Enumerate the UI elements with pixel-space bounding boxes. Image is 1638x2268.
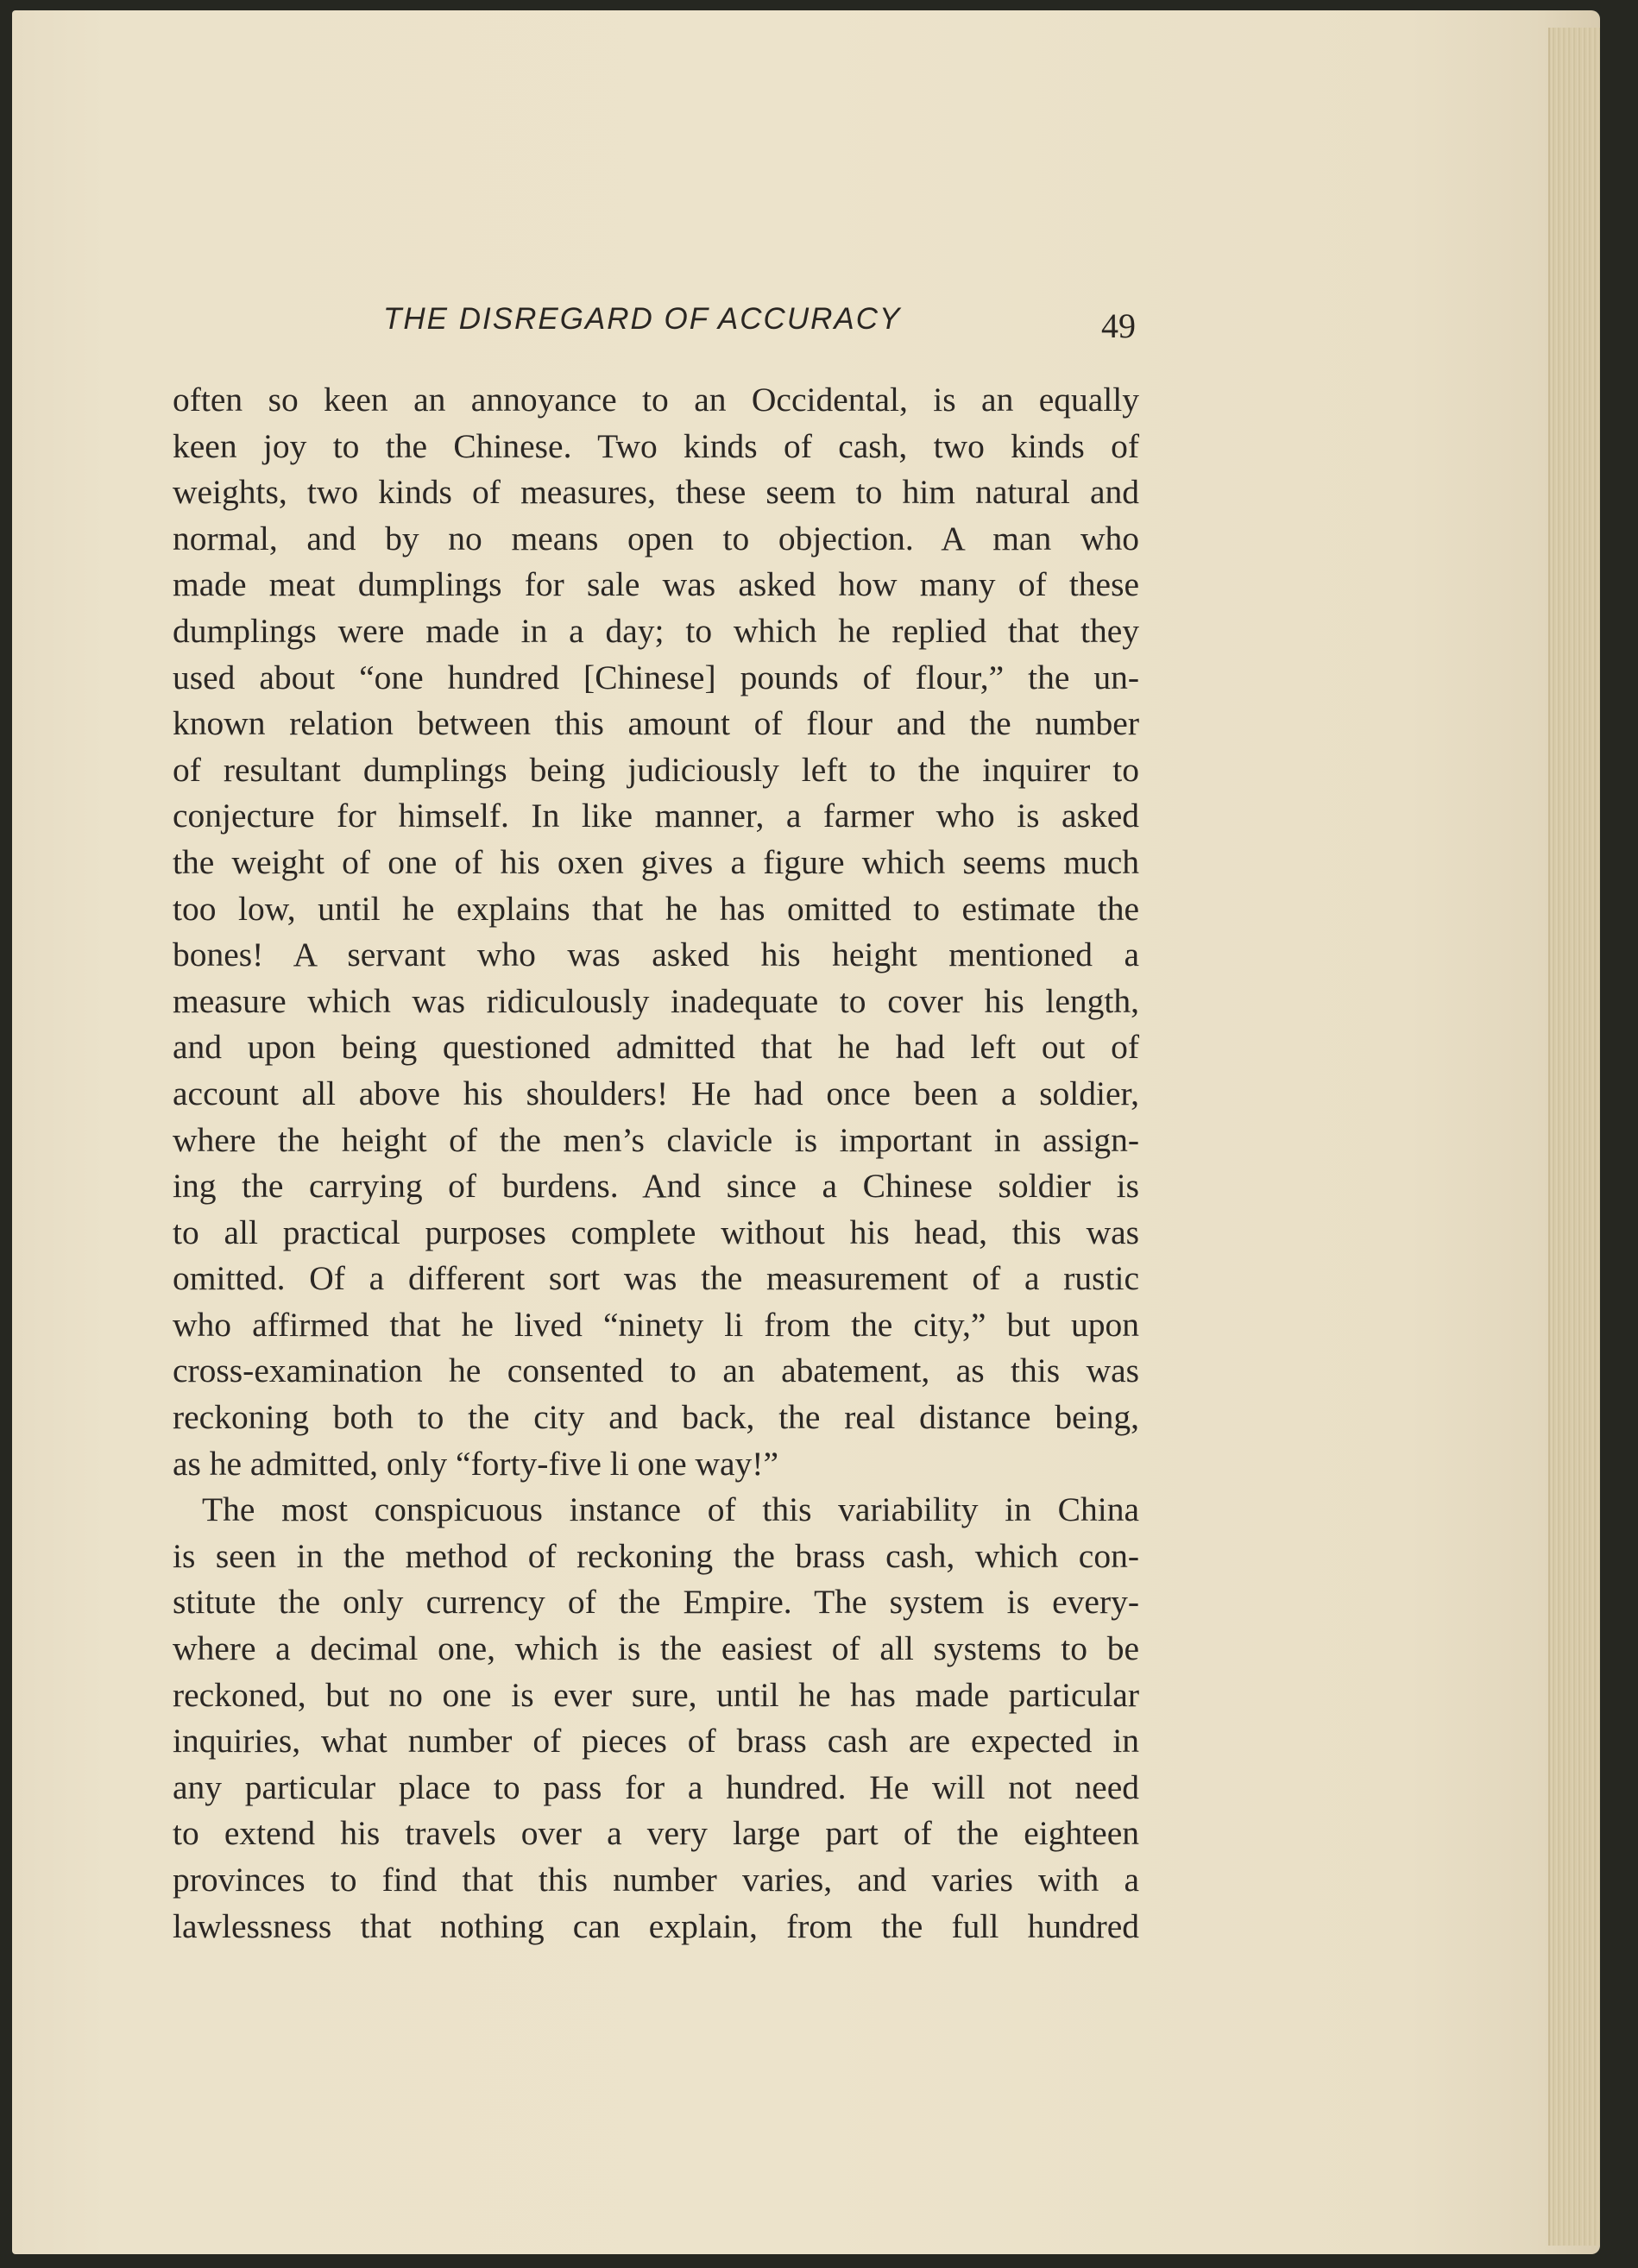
text-line: reckoning both to the city and back, the real distance being, xyxy=(173,1398,1139,1437)
text-line: dumplings were made in a day; to which he replied that they xyxy=(173,611,1139,650)
text-line: measure which was ridiculously inadequate to cover his length, xyxy=(173,981,1139,1020)
text-line: is seen in the method of reckoning the brass cash, which con- xyxy=(173,1536,1139,1575)
text-line: inquiries, what number of pieces of brass cash are expected in xyxy=(173,1722,1139,1761)
text-line: lawlessness that nothing can explain, from the full hundred xyxy=(173,1906,1139,1945)
text-line: weights, two kinds of measures, these seem to him natural and xyxy=(173,473,1139,512)
text-line: too low, until he explains that he has omitted to estimate the xyxy=(173,889,1139,928)
text-line: and upon being questioned admitted that he had left out of xyxy=(173,1028,1139,1067)
page-number: 49 xyxy=(1101,306,1136,345)
running-head: THE DISREGARD OF ACCURACY xyxy=(383,302,902,336)
text-line: to extend his travels over a very large part of the eighteen xyxy=(173,1814,1139,1853)
text-line: known relation between this amount of flour and the number xyxy=(173,704,1139,743)
text-line: ing the carrying of burdens. And since a Chinese soldier is xyxy=(173,1167,1139,1206)
text-line: normal, and by no means open to objection. A man who xyxy=(173,519,1139,558)
book-page xyxy=(12,10,1600,2254)
paragraph-2 xyxy=(173,1487,1139,1950)
text-line: where a decimal one, which is the easiest of all systems to be xyxy=(173,1629,1139,1668)
text-line: stitute the only currency of the Empire. The system is every- xyxy=(173,1583,1139,1622)
text-line: bones! A servant who was asked his height mentioned a xyxy=(173,936,1139,974)
text-line: the weight of one of his oxen gives a figure which seems much xyxy=(173,842,1139,881)
text-line: where the height of the men’s clavicle is important in assign- xyxy=(173,1120,1139,1159)
text-line: often so keen an annoyance to an Occidental, is an equally xyxy=(173,381,1139,419)
text-line: who affirmed that he lived “ninety li from the city,” but upon xyxy=(173,1305,1139,1344)
body-text xyxy=(173,377,1139,1950)
text-line: account all above his shoulders! He had once been a soldier, xyxy=(173,1074,1139,1112)
text-line: made meat dumplings for sale was asked how many of these xyxy=(173,565,1139,604)
text-line: provinces to find that this number varies, and varies with a xyxy=(173,1861,1139,1899)
text-line: used about “one hundred [Chinese] pounds of flour,” the un- xyxy=(173,658,1139,696)
text-line: keen joy to the Chinese. Two kinds of cash, two kinds of xyxy=(173,426,1139,465)
text-line: of resultant dumplings being judiciously left to the inquirer to xyxy=(173,750,1139,789)
text-line: to all practical purposes complete without his head, this was xyxy=(173,1213,1139,1251)
text-line: conjecture for himself. In like manner, a farmer who is asked xyxy=(173,797,1139,835)
text-line: as he admitted, only “forty-five li one way!” xyxy=(173,1444,778,1483)
text-line: cross-examination he consented to an abatement, as this was xyxy=(173,1351,1139,1390)
text-line: any particular place to pass for a hundred. He will not need xyxy=(173,1767,1139,1806)
text-line: reckoned, but no one is ever sure, until he has made particular xyxy=(173,1675,1139,1714)
paragraph-1 xyxy=(173,377,1139,1487)
page-edge xyxy=(1548,28,1600,2246)
text-line: omitted. Of a different sort was the measurement of a rustic xyxy=(173,1259,1139,1298)
text-line: The most conspicuous instance of this variability in China xyxy=(202,1490,1139,1529)
